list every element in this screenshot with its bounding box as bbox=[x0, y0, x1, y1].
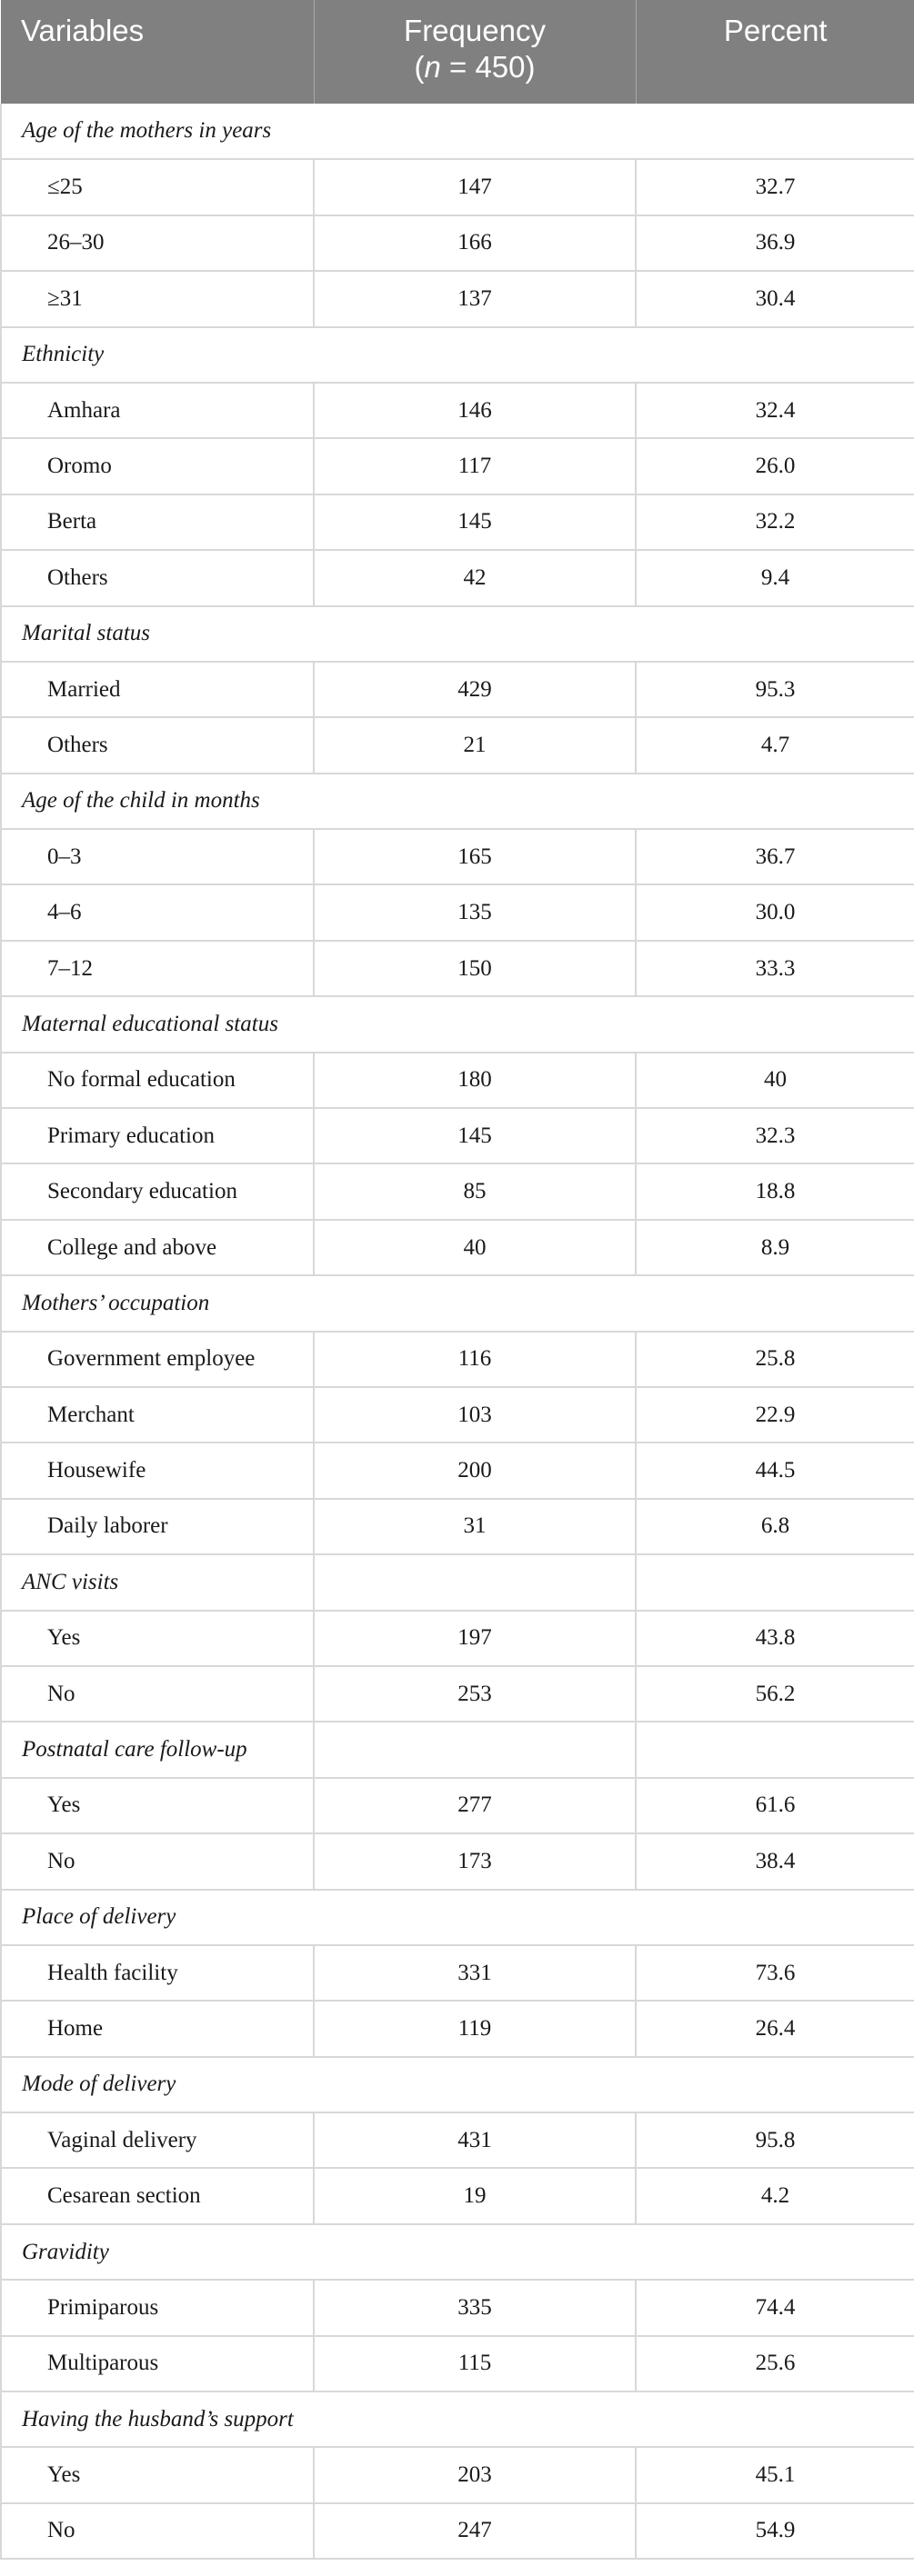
table-row bbox=[1, 2503, 914, 2559]
category-row bbox=[1, 1275, 914, 1331]
category-row bbox=[1, 327, 914, 383]
row-percent: 32.2 bbox=[636, 494, 914, 550]
row-label: Vaginal delivery bbox=[1, 2112, 314, 2168]
table-row bbox=[1, 1666, 914, 1722]
row-label: Secondary education bbox=[1, 1163, 314, 1219]
category-title: Maternal educational status bbox=[1, 996, 914, 1052]
row-frequency: 253 bbox=[314, 1666, 636, 1722]
category-row bbox=[1, 2391, 914, 2447]
row-label: ≤25 bbox=[1, 159, 314, 215]
category-title: Ethnicity bbox=[1, 327, 914, 383]
row-percent: 26.0 bbox=[636, 438, 914, 494]
category-title: Mothers’ occupation bbox=[1, 1275, 914, 1331]
row-frequency: 31 bbox=[314, 1499, 636, 1554]
table-row bbox=[1, 1499, 914, 1554]
row-percent: 4.7 bbox=[636, 717, 914, 773]
row-percent: 43.8 bbox=[636, 1611, 914, 1666]
row-label: Merchant bbox=[1, 1387, 314, 1443]
row-frequency: 197 bbox=[314, 1611, 636, 1666]
row-label: College and above bbox=[1, 1220, 314, 1275]
table-row bbox=[1, 2447, 914, 2502]
category-title: Marital status bbox=[1, 606, 914, 662]
table-row bbox=[1, 1833, 914, 1889]
row-label: Oromo bbox=[1, 438, 314, 494]
category-row bbox=[1, 2224, 914, 2280]
row-label: Daily laborer bbox=[1, 1499, 314, 1554]
row-label: ≥31 bbox=[1, 271, 314, 326]
row-label: Others bbox=[1, 550, 314, 605]
row-frequency: 137 bbox=[314, 271, 636, 326]
table-row bbox=[1, 884, 914, 940]
table-row bbox=[1, 2168, 914, 2223]
header-frequency-n: n bbox=[424, 50, 441, 84]
row-frequency: 115 bbox=[314, 2336, 636, 2391]
row-percent: 74.4 bbox=[636, 2280, 914, 2335]
table-row bbox=[1, 550, 914, 605]
row-percent: 54.9 bbox=[636, 2503, 914, 2559]
row-percent: 32.7 bbox=[636, 159, 914, 215]
row-percent: 25.8 bbox=[636, 1332, 914, 1387]
row-percent: 25.6 bbox=[636, 2336, 914, 2391]
row-percent: 33.3 bbox=[636, 941, 914, 996]
row-label: Government employee bbox=[1, 1332, 314, 1387]
category-title: Mode of delivery bbox=[1, 2057, 914, 2112]
row-label: No bbox=[1, 1833, 314, 1889]
category-row bbox=[1, 996, 914, 1052]
row-frequency: 431 bbox=[314, 2112, 636, 2168]
table-row bbox=[1, 494, 914, 550]
header-percent: Percent bbox=[636, 0, 914, 104]
row-label: Married bbox=[1, 662, 314, 717]
row-label: Cesarean section bbox=[1, 2168, 314, 2223]
row-percent: 36.7 bbox=[636, 829, 914, 884]
table-row bbox=[1, 438, 914, 494]
row-label: Yes bbox=[1, 1778, 314, 1833]
row-label: Housewife bbox=[1, 1443, 314, 1498]
header-frequency-n-rest: = 450) bbox=[440, 50, 536, 84]
row-label: No bbox=[1, 1666, 314, 1722]
row-label: Others bbox=[1, 717, 314, 773]
category-title: ANC visits bbox=[1, 1554, 314, 1610]
table-row bbox=[1, 1108, 914, 1163]
row-percent: 22.9 bbox=[636, 1387, 914, 1443]
row-frequency: 21 bbox=[314, 717, 636, 773]
row-frequency: 331 bbox=[314, 1945, 636, 2001]
row-frequency: 247 bbox=[314, 2503, 636, 2559]
header-frequency-n-open: ( bbox=[414, 50, 425, 84]
category-title: Gravidity bbox=[1, 2224, 914, 2280]
row-frequency: 147 bbox=[314, 159, 636, 215]
row-percent: 26.4 bbox=[636, 2001, 914, 2056]
row-frequency: 117 bbox=[314, 438, 636, 494]
row-frequency: 429 bbox=[314, 662, 636, 717]
table-body bbox=[1, 104, 914, 2559]
row-label: No bbox=[1, 2503, 314, 2559]
row-frequency: 19 bbox=[314, 2168, 636, 2223]
row-percent: 4.2 bbox=[636, 2168, 914, 2223]
row-percent: 73.6 bbox=[636, 1945, 914, 2001]
row-percent: 45.1 bbox=[636, 2447, 914, 2502]
row-label: Berta bbox=[1, 494, 314, 550]
row-frequency: 146 bbox=[314, 383, 636, 438]
row-percent: 9.4 bbox=[636, 550, 914, 605]
row-percent: 44.5 bbox=[636, 1443, 914, 1498]
row-frequency: 145 bbox=[314, 494, 636, 550]
category-title: Age of the mothers in years bbox=[1, 104, 914, 159]
row-label: Amhara bbox=[1, 383, 314, 438]
table-row bbox=[1, 2001, 914, 2056]
category-title: Having the husband’s support bbox=[1, 2391, 914, 2447]
table-row bbox=[1, 2280, 914, 2335]
row-frequency: 103 bbox=[314, 1387, 636, 1443]
row-label: Home bbox=[1, 2001, 314, 2056]
table-row bbox=[1, 2112, 914, 2168]
row-label: No formal education bbox=[1, 1053, 314, 1108]
row-frequency: 203 bbox=[314, 2447, 636, 2502]
category-empty-cell bbox=[314, 1554, 636, 1610]
row-frequency: 119 bbox=[314, 2001, 636, 2056]
row-frequency: 173 bbox=[314, 1833, 636, 1889]
table-row bbox=[1, 159, 914, 215]
category-row bbox=[1, 1890, 914, 1945]
table-row bbox=[1, 1778, 914, 1833]
row-label: 4–6 bbox=[1, 884, 314, 940]
row-frequency: 145 bbox=[314, 1108, 636, 1163]
row-frequency: 200 bbox=[314, 1443, 636, 1498]
row-percent: 18.8 bbox=[636, 1163, 914, 1219]
table-row bbox=[1, 215, 914, 271]
row-percent: 32.4 bbox=[636, 383, 914, 438]
row-frequency: 40 bbox=[314, 1220, 636, 1275]
row-percent: 8.9 bbox=[636, 1220, 914, 1275]
row-label: 26–30 bbox=[1, 215, 314, 271]
row-label: Yes bbox=[1, 1611, 314, 1666]
table-row bbox=[1, 1053, 914, 1108]
table-row bbox=[1, 383, 914, 438]
row-frequency: 42 bbox=[314, 550, 636, 605]
category-title: Place of delivery bbox=[1, 1890, 914, 1945]
category-empty-cell bbox=[636, 1554, 914, 1610]
table-row bbox=[1, 1611, 914, 1666]
table-row bbox=[1, 717, 914, 773]
category-row bbox=[1, 606, 914, 662]
row-frequency: 165 bbox=[314, 829, 636, 884]
row-label: Primiparous bbox=[1, 2280, 314, 2335]
row-percent: 56.2 bbox=[636, 1666, 914, 1722]
row-percent: 30.0 bbox=[636, 884, 914, 940]
row-frequency: 180 bbox=[314, 1053, 636, 1108]
table-row bbox=[1, 662, 914, 717]
row-percent: 61.6 bbox=[636, 1778, 914, 1833]
table-row bbox=[1, 1332, 914, 1387]
row-percent: 36.9 bbox=[636, 215, 914, 271]
header-frequency-label: Frequency bbox=[404, 14, 546, 47]
category-row bbox=[1, 774, 914, 829]
row-label: Primary education bbox=[1, 1108, 314, 1163]
row-frequency: 166 bbox=[314, 215, 636, 271]
row-label: Yes bbox=[1, 2447, 314, 2502]
table-row bbox=[1, 1387, 914, 1443]
table-row bbox=[1, 271, 914, 326]
category-row bbox=[1, 2057, 914, 2112]
row-frequency: 277 bbox=[314, 1778, 636, 1833]
table-header bbox=[1, 0, 914, 104]
table-row bbox=[1, 1945, 914, 2001]
row-label: 7–12 bbox=[1, 941, 314, 996]
table-row bbox=[1, 941, 914, 996]
category-title: Postnatal care follow-up bbox=[1, 1722, 314, 1777]
header-variables: Variables bbox=[1, 0, 314, 104]
row-frequency: 335 bbox=[314, 2280, 636, 2335]
table-row bbox=[1, 1163, 914, 1219]
row-percent: 40 bbox=[636, 1053, 914, 1108]
row-frequency: 135 bbox=[314, 884, 636, 940]
row-percent: 30.4 bbox=[636, 271, 914, 326]
row-label: Health facility bbox=[1, 1945, 314, 2001]
row-label: 0–3 bbox=[1, 829, 314, 884]
header-frequency bbox=[314, 0, 636, 104]
table-row bbox=[1, 1443, 914, 1498]
category-title: Age of the child in months bbox=[1, 774, 914, 829]
row-frequency: 116 bbox=[314, 1332, 636, 1387]
category-empty-cell bbox=[636, 1722, 914, 1777]
row-frequency: 150 bbox=[314, 941, 636, 996]
category-row bbox=[1, 1722, 914, 1777]
category-row bbox=[1, 1554, 914, 1610]
row-percent: 95.3 bbox=[636, 662, 914, 717]
table-row bbox=[1, 829, 914, 884]
category-row bbox=[1, 104, 914, 159]
table-row bbox=[1, 1220, 914, 1275]
row-label: Multiparous bbox=[1, 2336, 314, 2391]
table-row bbox=[1, 2336, 914, 2391]
row-percent: 38.4 bbox=[636, 1833, 914, 1889]
row-percent: 32.3 bbox=[636, 1108, 914, 1163]
row-percent: 6.8 bbox=[636, 1499, 914, 1554]
category-empty-cell bbox=[314, 1722, 636, 1777]
row-percent: 95.8 bbox=[636, 2112, 914, 2168]
row-frequency: 85 bbox=[314, 1163, 636, 1219]
